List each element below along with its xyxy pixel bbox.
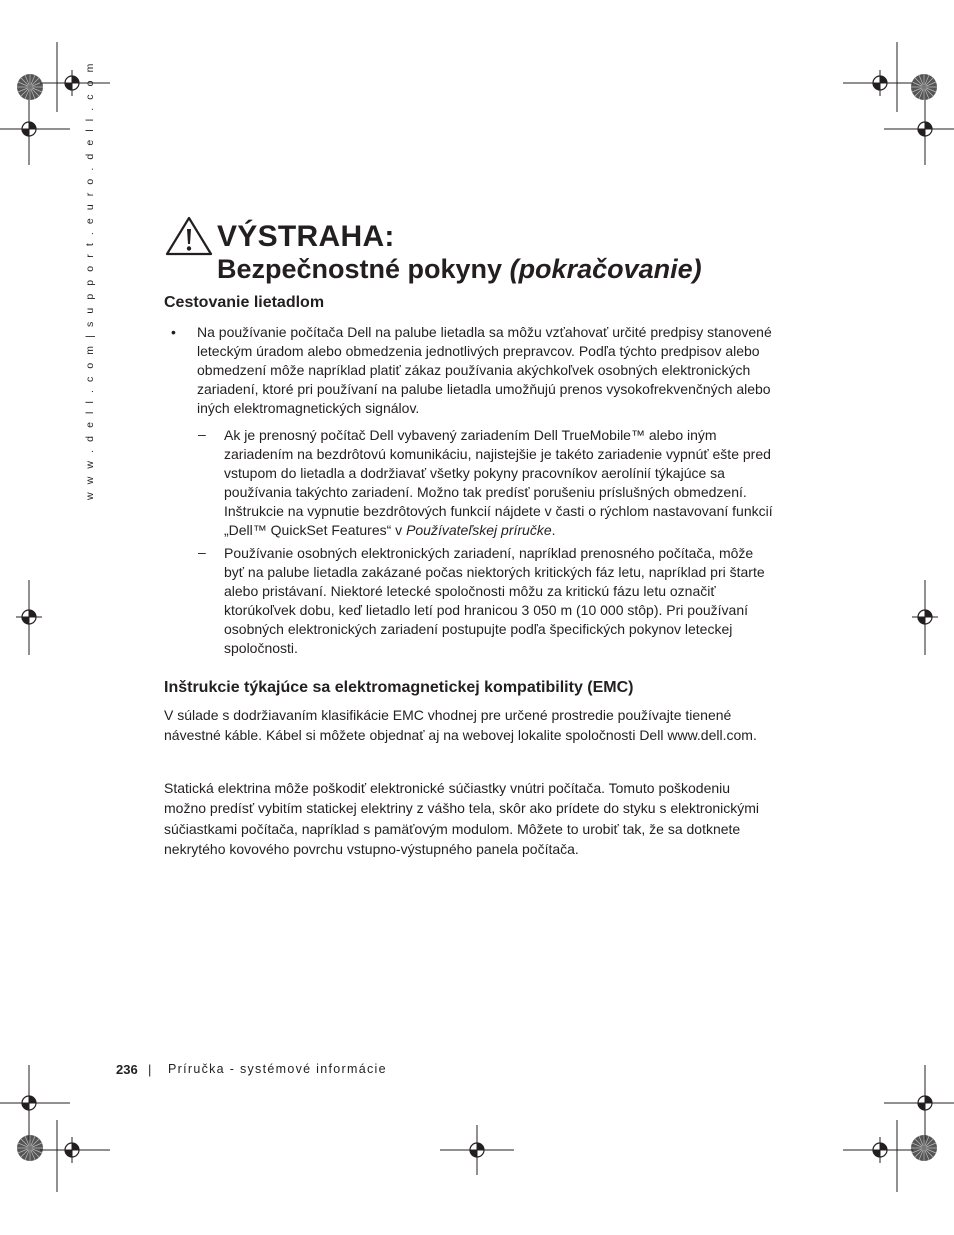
bullet-paragraph: Na používanie počítača Dell na palube lietadla sa môžu vzťahovať určité predpisy stanovené leteckým úradom alebo obmedzenia jednotlivých prepravcov. Podľa týchto predpisov alebo obmedzení môže napríklad platiť zákaz používania akýchkoľvek osobných elektronických zariadení, ktoré pri používaní na palube lietadla umožňujú prenos vysokofrekvenčných alebo iných elektromagnetických signálov. (197, 324, 772, 416)
title-main: Bezpečnostné pokyny (217, 254, 510, 284)
emc-paragraph-end: . (752, 727, 757, 743)
bullet-symbol: • (171, 324, 176, 340)
color-registration-wheel-icon (17, 74, 43, 100)
sub-paragraph-electronics: Používanie osobných elektronických zariadení, napríklad prenosného počítača, môže byť na palube lietadla zakázané počas niektorých kritických fáz letu, napríklad pri štarte alebo pristávaní. Niektoré letecké spoločnosti môžu za kritickú fázu letu označiť ktorúkoľvek dobu, keď lietadlo letí pod hranicou 3 050 m (10 000 stôp). Pri používaní osobných elektronických zariadení postupujte podľa špecifických pokynov leteckej spoločnosti. (224, 545, 765, 656)
dell-website-link[interactable]: www.dell.com (667, 727, 753, 743)
section-heading-air-travel: Cestovanie lietadlom (164, 294, 325, 311)
static-electricity-paragraph: Statická elektrina môže poškodiť elektronické súčiastky vnútri počítača. Tomuto poškodeniu možno predísť vybitím statickej elektriny z vášho tela, skôr ako prídete do styku s elektronickými súčiastkami počítača, napríklad s pamäťovým modulom. Môžete to urobiť tak, že sa dotknete nekrytého kovového povrchu vstupno-výstupného panela počítača. (164, 780, 760, 857)
page-number: 236 (116, 1062, 138, 1077)
warning-triangle-icon (165, 216, 213, 256)
footer-separator: | (148, 1062, 152, 1077)
emc-paragraph (164, 705, 764, 745)
dash-symbol: – (198, 544, 206, 560)
title-continuation: (pokračovanie) (509, 254, 702, 284)
sub-paragraph-wireless (224, 426, 774, 540)
color-registration-wheel-icon (911, 74, 937, 100)
title-line1: VÝSTRAHA: (217, 220, 395, 253)
side-url: w w w . d e l l . c o m | s u p p o r t . e u r o . d e l l . c o m (84, 61, 96, 500)
color-registration-wheel-icon (911, 1135, 937, 1161)
sub-paragraph-wireless-end: . (551, 522, 556, 538)
footer-title: Príručka - systémové informácie (168, 1062, 387, 1076)
dash-symbol: – (198, 426, 206, 442)
title-line2 (217, 254, 702, 285)
emc-paragraph-text: V súlade s dodržiavaním klasifikácie EMC vhodnej pre určené prostredie používajte tienené návestné káble. Kábel si môžete objednať aj na webovej lokalite spoločnosti Dell (164, 707, 732, 743)
section-heading-emc: Inštrukcie týkajúce sa elektromagnetickej kompatibility (EMC) (164, 679, 634, 696)
users-guide-reference: Používateľskej príručke (406, 522, 552, 538)
sub-paragraph-wireless-text: Ak je prenosný počítač Dell vybavený zariadením Dell TrueMobile™ alebo iným zariadením na bezdrôtovú komunikáciu, najistejšie je takéto zariadenie vypnúť ešte pred vstupom do lietadla a dodržiavať všetky pokyny pracovníkov aerolínií týkajúce sa používania takýchto zariadení. Možno tak predísť porušeniu príslušných obmedzení. Inštrukcie na vypnutie bezdrôtových funkcií nájdete v časti o rýchlom nastavovaní funkcií „Dell™ QuickSet Features“ v (224, 427, 773, 538)
color-registration-wheel-icon (17, 1135, 43, 1161)
